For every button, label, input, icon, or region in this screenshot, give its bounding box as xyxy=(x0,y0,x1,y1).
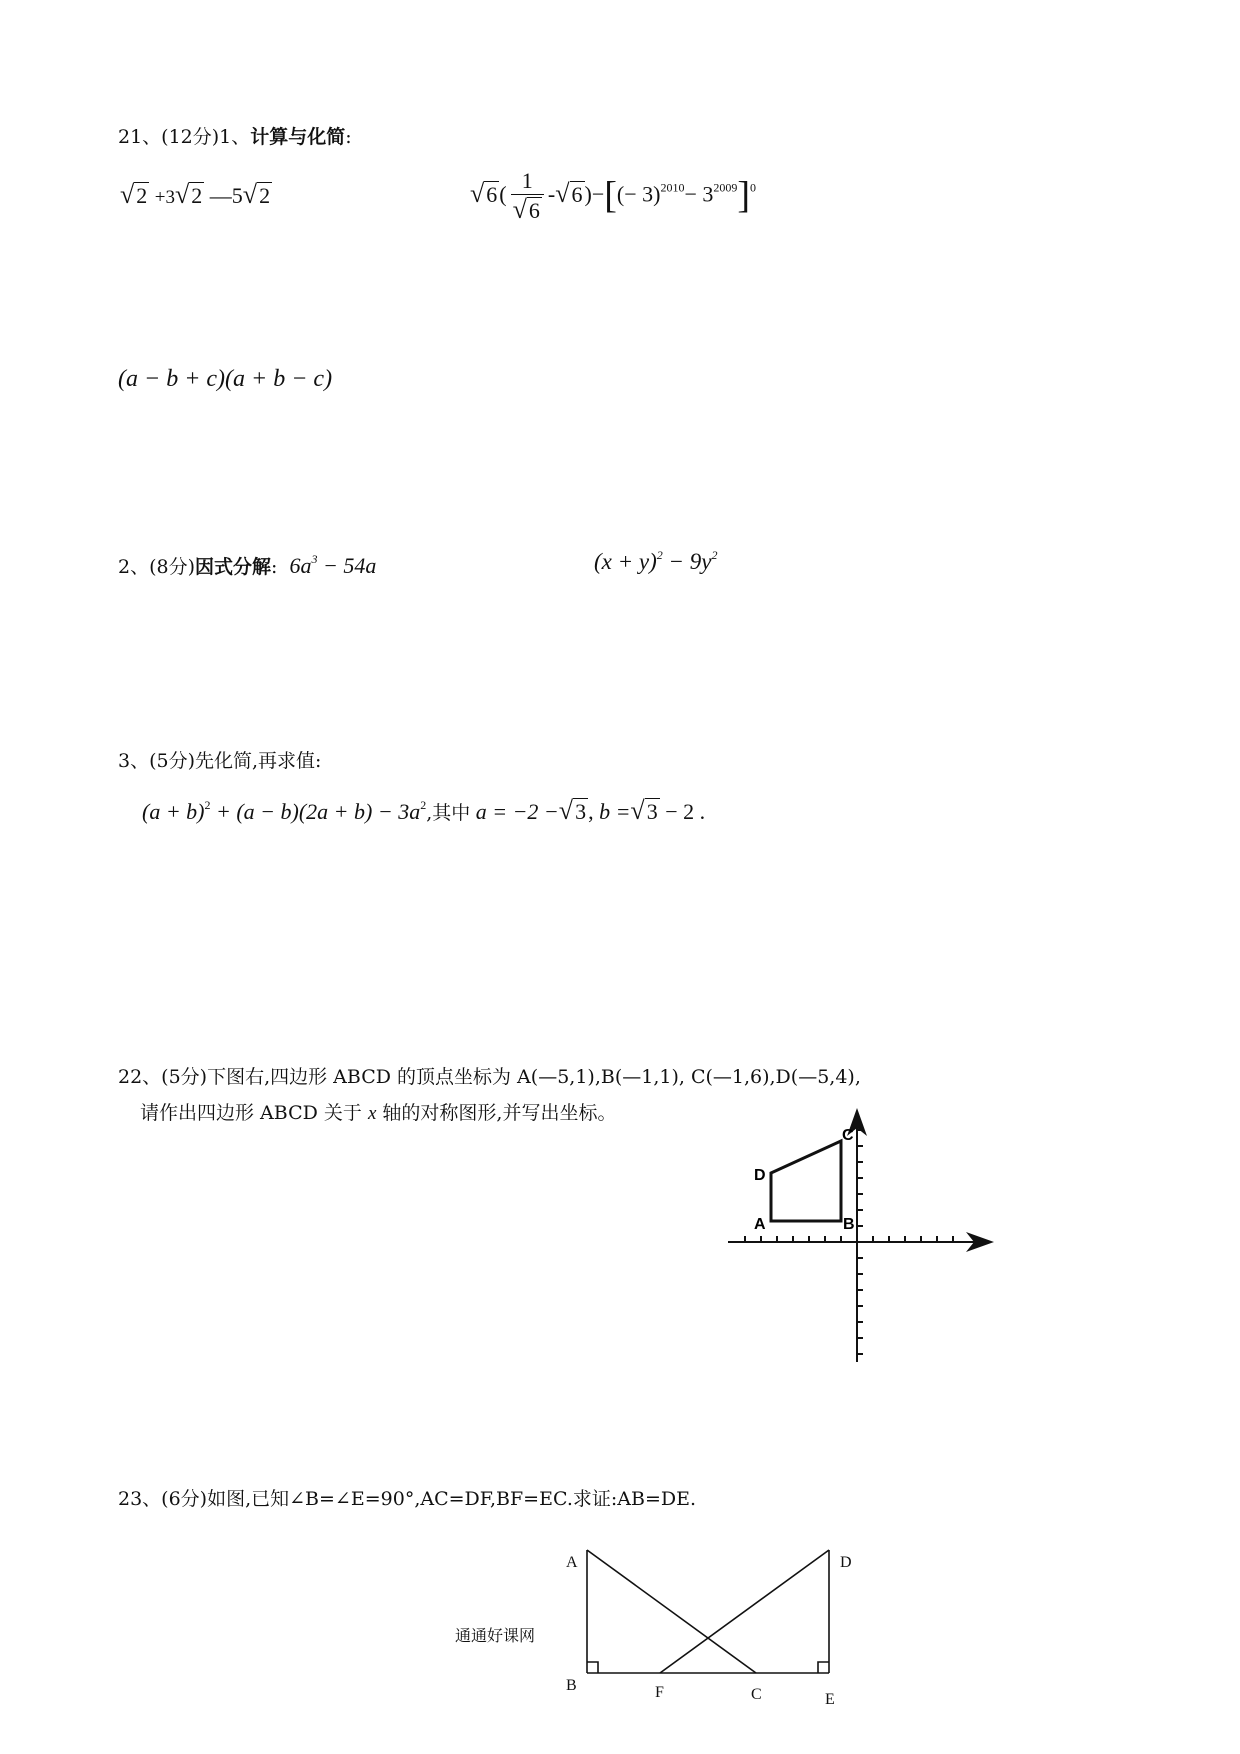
label-b: B xyxy=(843,1216,855,1233)
exponent-zero: 0 xyxy=(750,180,757,195)
q23-text: 23、(6分)如图,已知∠B=∠E=90°,AC=DF,BF=EC.求证:AB=DE. xyxy=(118,1488,697,1510)
q21-expression-1 xyxy=(120,180,272,210)
close-paren: ) xyxy=(584,181,592,207)
q21-title: 计算与化简 xyxy=(250,126,346,148)
label-23-c: C xyxy=(751,1686,762,1703)
right-angle-e xyxy=(818,1662,829,1673)
segment-df xyxy=(660,1550,829,1673)
q2-colon: : xyxy=(271,556,278,578)
label-c: C xyxy=(842,1127,854,1144)
label-d: D xyxy=(754,1167,766,1184)
q21-header xyxy=(118,122,352,149)
q2-label: 2、(8分) xyxy=(118,556,196,578)
segment-ac xyxy=(587,1550,756,1673)
q2-line xyxy=(118,552,376,579)
q21-expression-3 xyxy=(118,366,332,393)
sqrt-term-2: √2 xyxy=(175,180,203,209)
q2-expression-1: $6a^3 - 54a$ xyxy=(289,552,377,578)
sqrt-term-1: √2 xyxy=(120,180,148,209)
right-angle-b xyxy=(587,1662,598,1673)
base-negative-three: (− 3) xyxy=(616,181,661,207)
sqrt-term-3: √2 xyxy=(242,180,271,209)
label-23-e: E xyxy=(825,1691,835,1708)
exponent-2010: 2010 xyxy=(660,180,685,195)
minus-three: − 3 xyxy=(684,181,714,207)
watermark: 通通好课网 xyxy=(455,1626,536,1645)
quadrilateral-abcd xyxy=(771,1141,841,1221)
q3-expression: $(a + b)^2 + (a - b)(2a + b) - 3a^2$,其中 a = −2 −√3, b =√3 − 2 . xyxy=(142,796,706,825)
exponent-2009: 2009 xyxy=(713,180,738,195)
sqrt-six: √6 xyxy=(470,178,498,208)
sqrt-three-2: √3 xyxy=(630,796,658,825)
fraction-numerator: 1 xyxy=(511,168,544,195)
minus-sign: - xyxy=(547,181,556,207)
fraction-one-over-sqrt6 xyxy=(511,168,544,225)
sqrt-six-2: √6 xyxy=(555,178,583,208)
sqrt-three: √3 xyxy=(558,796,587,825)
expression-text: (a − b + c)(a + b − c) xyxy=(118,366,333,392)
label-23-b: B xyxy=(566,1677,577,1694)
triangle-figure xyxy=(587,1550,829,1673)
label-23-a: A xyxy=(566,1554,578,1571)
label-23-d: D xyxy=(840,1554,852,1571)
q3-label: 3、(5分)先化简,再求值: xyxy=(118,750,322,772)
open-bracket: [ xyxy=(604,174,617,217)
q21-colon: : xyxy=(345,126,352,148)
term3-coefficient: —5 xyxy=(209,183,243,208)
label-a: A xyxy=(754,1216,766,1233)
open-paren: ( xyxy=(499,181,507,207)
q2-title: 因式分解 xyxy=(195,556,272,578)
term2-coefficient: +3 xyxy=(154,187,175,208)
q22-line-2: 请作出四边形 ABCD 关于 x 轴的对称图形,并写出坐标。 xyxy=(140,1102,617,1124)
minus-sign-2: − xyxy=(591,181,605,207)
label-23-f: F xyxy=(655,1684,664,1701)
q22-line-1: 22、(5分)下图右,四边形 ABCD 的顶点坐标为 A(—5,1),B(—1,1), C(—1,6),D(—5,4), xyxy=(118,1066,861,1088)
axis-ticks xyxy=(745,1130,953,1354)
q21-expression-2 xyxy=(470,168,756,225)
q21-label: 21、(12分)1、 xyxy=(118,126,251,148)
q2-expression-2: $(x + y)^2 - 9y^2$ xyxy=(594,548,718,574)
fraction-denominator: √6 xyxy=(512,195,540,224)
close-bracket: ] xyxy=(737,174,751,217)
